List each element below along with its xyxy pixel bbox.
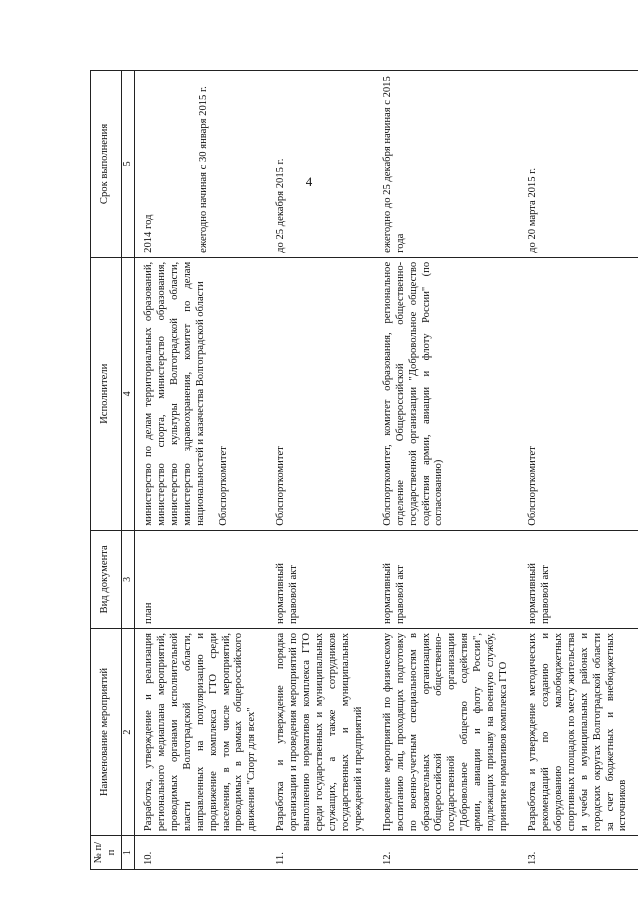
row-doctype: нормативный правовой акт [519, 530, 638, 628]
row-executors-text-2: Облспорткомитет [217, 446, 229, 526]
header-doctype: Вид документа [91, 530, 122, 628]
col-number: 5 [121, 71, 134, 258]
row-deadline: ежегодно до 25 декабря начиная с 2015 года [374, 71, 519, 258]
header-executors: Исполнители [91, 257, 122, 530]
row-name: Проведение мероприятий по физическому воспитанию лиц, проходящих подготовку по военно-учетным специальностям в образовательных организациях Общероссийской общественно-государственной организации "Добровольное общество содействия армии, авиации и флоту России", подлежащих призыву на военную службу, принятие нормативов комплекса ГТО [374, 628, 519, 835]
table-row [135, 71, 268, 870]
row-doctype: план [135, 530, 268, 628]
rotated-table-container [90, 70, 629, 870]
header-num: № п/п [91, 836, 122, 870]
row-deadline-text: 2014 год [143, 214, 155, 253]
table-row [267, 71, 373, 870]
row-doctype: нормативный правовой акт [374, 530, 519, 628]
row-num: 11. [267, 836, 373, 870]
row-name: Разработка, утверждение и реализация регионального медиаплана мероприятий, проводимых органами исполнительной власти Волгоградской области, направленных на популяризацию и продвижение комплекса ГТО среди населения, в том числе мероприятий, проводимых в рамках общероссийского движения "Спорт для всех" [135, 628, 268, 835]
col-number: 1 [121, 836, 134, 870]
header-row [91, 71, 122, 870]
col-number: 4 [121, 257, 134, 530]
row-executors-text: министерство по делам территориальных образований, министерство спорта, министерство образования, министерство культуры Волгоградской области, министерство здравоохранения, комитет по делам национальностей и казачества Волгоградской области [143, 261, 206, 526]
row-executors: Облспорткомитет [519, 257, 638, 530]
row-name: Разработка и утверждение порядка организации и проведения мероприятий по выполнению нормативов комплекса ГТО среди государственных и муниципальных служащих, а также сотрудников государственных и муниципальных учреждений и предприятий [267, 628, 373, 835]
table-row [519, 71, 638, 870]
header-deadline: Срок выполнения [91, 71, 122, 258]
column-number-row [121, 71, 134, 870]
row-executors [135, 257, 268, 530]
header-name: Наименование мероприятий [91, 628, 122, 835]
col-number: 3 [121, 530, 134, 628]
row-deadline [135, 71, 268, 258]
row-deadline-text-2: ежегодно начиная с 30 января 2015 г. [197, 86, 209, 253]
row-name: Разработка и утверждение методических рекомендаций по созданию и оборудованию малобюджетных спортивных площадок по месту жительства и учебы в муниципальных районах и городских округах Волгоградской области за счет бюджетных и внебюджетных источников [519, 628, 638, 835]
row-num: 10. [135, 836, 268, 870]
row-doctype: нормативный правовой акт [267, 530, 373, 628]
row-num: 13. [519, 836, 638, 870]
measures-table [90, 70, 638, 870]
row-executors: Облспорткомитет [267, 257, 373, 530]
page-number: 4 [305, 174, 313, 189]
col-number: 2 [121, 628, 134, 835]
row-deadline: до 20 марта 2015 г. [519, 71, 638, 258]
row-num: 12. [374, 836, 519, 870]
row-executors: Облспорткомитет, комитет образования, региональное отделение Общероссийской общественно-государственной организации "Добровольное общество содействия армии, авиации и флоту России" (по согласованию) [374, 257, 519, 530]
table-row [374, 71, 519, 870]
row-deadline: до 25 декабря 2015 г. [267, 71, 373, 258]
